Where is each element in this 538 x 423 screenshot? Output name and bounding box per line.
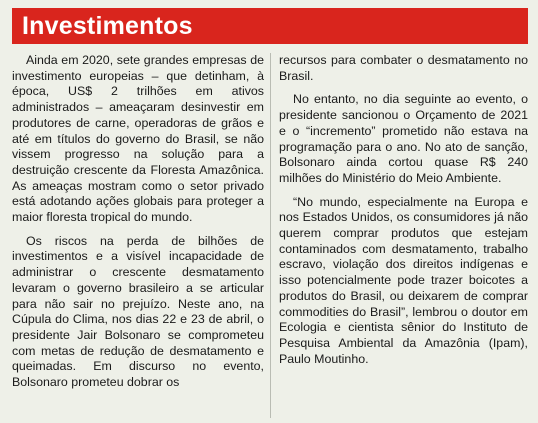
- article-column-left: [12, 53, 264, 399]
- article-column-right: [279, 53, 528, 375]
- column-divider: [270, 53, 271, 418]
- paragraph: Ainda em 2020, sete grandes empresas de investimento europeias – que detinham, à época, US$ 2 trilhões em ativos administrados – ameaçaram desinvestir em produtores de carne, operadoras de grãos e até em títulos do governo do Brasil, se não vissem progresso na solução para a destruição crescente da Floresta Amazônica. As ameaças mostram como o setor privado está adotando ações globais para proteger a maior floresta tropical do mundo.: [12, 53, 264, 225]
- paragraph: No entanto, no dia seguinte ao evento, o presidente sancionou o Orçamento de 2021 e o “incremento” prometido não estava na programação para o ano. No ato de sanção, Bolsonaro ainda cortou quase R$ 240 milhões do Ministério do Meio Ambiente.: [279, 92, 528, 185]
- section-title: Investimentos: [22, 11, 193, 40]
- section-header: [12, 8, 528, 44]
- paragraph: Os riscos na perda de bilhões de investimentos e a visível incapacidade de administrar o crescente desmatamento levaram o governo brasileiro a se articular para não sair no prejuízo. Neste ano, na Cúpula do Clima, nos dias 22 e 23 de abril, o presidente Jair Bolsonaro se comprometeu com metas de redução de desmatamento e queimadas. Em discurso no evento, Bolsonaro prometeu dobrar os: [12, 233, 264, 390]
- paragraph: recursos para combater o desmatamento no Brasil.: [279, 53, 528, 83]
- paragraph: “No mundo, especialmente na Europa e nos Estados Unidos, os consumidores já não querem comprar produtos que estejam contaminados com desmatamento, trabalho escravo, violação dos direitos indígenas e isso potencialmente pode trazer boicotes a produtos do Brasil, ou deixarem de comprar commodities do Brasil”, lembrou o doutor em Ecologia e cientista sênior do Instituto de Pesquisa Ambiental da Amazônia (Ipam), Paulo Moutinho.: [279, 194, 528, 366]
